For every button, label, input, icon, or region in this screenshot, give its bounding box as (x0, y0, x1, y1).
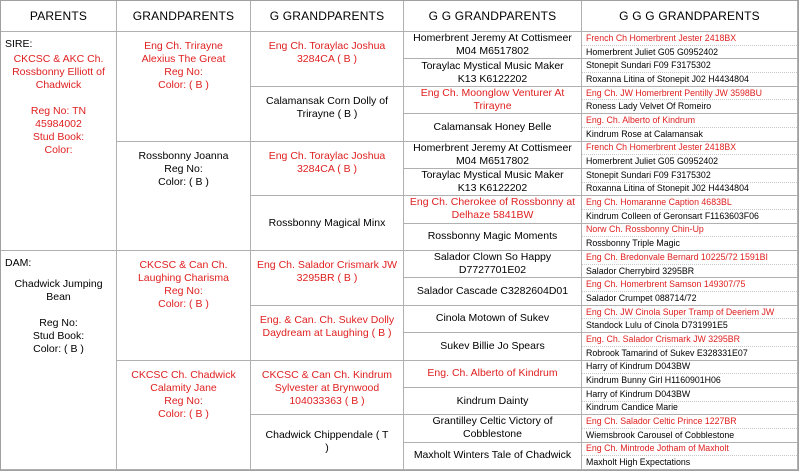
column-header: G G G GRANDPARENTS (582, 1, 798, 32)
gg-grandparent-cell (404, 224, 582, 251)
gg-grandparent-line: Eng Ch. Cherokee of Rossbonny at (409, 196, 576, 209)
gg-grandparent-name (413, 142, 572, 168)
ggg-grandparent-entry: Kindrum Bunny Girl H1160901H06 (586, 375, 721, 386)
gg-grandparent-line: Toraylac Mystical Music Maker (421, 169, 564, 182)
ggg-grandparent-entry: Roness Lady Velvet Of Romeiro (586, 101, 712, 112)
gg-grandparent-cell (404, 388, 582, 415)
ggg-grandparent-entry: Roxanna Litina of Stonepit J02 H4434804 (586, 73, 749, 84)
gg-grandparent-name (421, 169, 563, 195)
dam-cell (1, 251, 117, 470)
spacer (5, 304, 112, 317)
sire-details (5, 53, 112, 157)
ggg-grandparent-pair (582, 443, 798, 470)
grandparent-name: CKCSC Ch. Chadwick (131, 368, 236, 381)
gg-grandparent-line: Cobblestone (463, 428, 522, 441)
g-grandparent-name: 3295BR ( B ) (296, 272, 358, 284)
grandparent-name: Laughing Charisma (137, 272, 230, 284)
g-grandparent-name: Sylvester at Brynwood (274, 381, 380, 394)
g-grandparent-name: Daydream at Laughing ( B ) (262, 326, 392, 339)
g-grandparent-cell (251, 306, 404, 361)
ggg-grandparent-pair (582, 224, 798, 251)
dam-reg: Reg No: (39, 317, 78, 329)
gg-grandparent-name (434, 121, 552, 134)
g-grandparent-cell (251, 251, 404, 306)
g-grandparent-cell (251, 361, 404, 416)
gg-grandparent-cell (404, 251, 582, 278)
gg-grandparent-cell (404, 333, 582, 360)
grandparent-name: Eng Ch. Trirayne (144, 40, 223, 52)
ggg-grandparent-pair (582, 361, 798, 388)
ggg-grandparent-entry: Eng Ch. Homerbrent Samson 149307/75 (582, 278, 797, 292)
ggg-grandparent-entry: Eng. Ch. Alberto of Kindrum (582, 114, 797, 128)
g-grandparent-name: Eng Ch. Salador Crismark JW (256, 259, 398, 271)
grandparent-cell (117, 32, 251, 142)
g-grandparent-name: Calamansak Corn Dolly of (266, 94, 388, 107)
sire-cell (1, 32, 117, 251)
grandparent-cell (117, 142, 251, 252)
ggg-grandparent-pair (582, 142, 798, 169)
dam-name: Bean (46, 291, 71, 303)
sire-name: Chadwick (35, 79, 82, 91)
g-grandparent-name: Chadwick Chippendale ( T (265, 429, 389, 442)
spacer (5, 92, 112, 105)
dam-details (5, 278, 112, 356)
gg-grandparent-cell (404, 87, 582, 114)
gg-grandparent-line: Rossbonny Magic Moments (427, 230, 558, 243)
ggg-grandparent-pair (582, 251, 798, 278)
gg-grandparent-line: Trirayne (473, 99, 512, 112)
ggg-grandparent-pair (582, 59, 798, 86)
sire-name: CKCSC & AKC Ch. (13, 53, 104, 65)
grandparent-cell (117, 251, 251, 361)
ggg-grandparent-pair (582, 278, 798, 305)
gg-grandparent-name (421, 87, 565, 113)
ggg-grandparent-entry: Standock Lulu of Cinola D731991E5 (586, 320, 728, 331)
gg-grandparent-line: D7727701E02 (458, 264, 527, 277)
ggg-grandparent-pair (582, 169, 798, 196)
ggg-grandparent-entry: Kindrum Candice Marie (586, 402, 678, 413)
gg-grandparent-name (421, 60, 563, 86)
g-grandparent-name: 3284CA ( B ) (296, 162, 358, 175)
column-header: GRANDPARENTS (117, 1, 251, 32)
g-grandparent-name: Eng Ch. Toraylac Joshua (268, 40, 386, 52)
sire-reg: 45984002 (35, 118, 82, 130)
ggg-grandparent-entry: Eng Ch. Homaranne Caption 4683BL (582, 196, 797, 210)
g-grandparent-name: ) (325, 442, 329, 455)
gg-grandparent-line: Delhaze 5841BW (451, 209, 534, 222)
grandparent-color: Color: ( B ) (158, 175, 209, 188)
ggg-grandparent-pair (582, 196, 798, 223)
ggg-grandparent-pair (582, 388, 798, 415)
ggg-grandparent-entry: Eng Ch. JW Cinola Super Tramp of Deeriem JW (582, 306, 797, 320)
gg-grandparent-line: Salador Clown So Happy (433, 251, 552, 264)
dam-label: DAM: (5, 257, 32, 269)
gg-grandparent-cell (404, 142, 582, 169)
gg-grandparent-cell (404, 59, 582, 86)
gg-grandparent-cell (404, 278, 582, 305)
gg-grandparent-line: Eng Ch. Moonglow Venturer At (420, 86, 565, 99)
g-grandparent-name: Eng. & Can. Ch. Sukev Dolly (259, 313, 395, 326)
gg-grandparent-name (457, 395, 529, 408)
ggg-grandparent-entry: Norw Ch. Rossbonny Chin-Up (582, 224, 797, 238)
ggg-grandparent-entry: Eng Ch. Mintrode Jotham of Maxholt (582, 443, 797, 457)
sire-reg: Reg No: TN (30, 105, 87, 117)
g-grandparent-cell (251, 196, 404, 251)
g-grandparent-cell (251, 32, 404, 87)
ggg-grandparent-entry: Eng Ch. Bredonvale Bernard 10225/72 1591BI (582, 251, 797, 265)
gg-grandparent-line: Grantilley Celtic Victory of (432, 415, 553, 428)
gg-grandparent-cell (404, 114, 582, 141)
column-header: PARENTS (1, 1, 117, 32)
ggg-grandparent-pair (582, 32, 798, 59)
ggg-grandparent-entry: Homerbrent Juliet G05 G0952402 (586, 156, 719, 167)
ggg-grandparent-entry: Salador Cherrybird 3295BR (586, 265, 695, 276)
gg-grandparent-name (427, 367, 557, 380)
gg-grandparent-name (417, 285, 568, 298)
ggg-grandparent-entry: Kindrum Colleen of Geronsart F1163603F06 (586, 210, 759, 221)
sire-label: SIRE: (5, 38, 33, 50)
gg-grandparent-line: K13 K6122202 (457, 182, 528, 195)
gg-grandparent-line: Cinola Motown of Sukev (435, 312, 550, 325)
g-grandparent-cell (251, 415, 404, 470)
column-header: G G GRANDPARENTS (404, 1, 582, 32)
gg-grandparent-name (414, 449, 571, 462)
gg-grandparent-cell (404, 196, 582, 223)
gg-grandparent-name (440, 340, 544, 353)
gg-grandparent-cell (404, 32, 582, 59)
ggg-grandparent-pair (582, 306, 798, 333)
gg-grandparent-name (413, 32, 572, 58)
gg-grandparent-line: M04 M6517802 (456, 154, 529, 167)
sire-stud-book: Stud Book: (32, 131, 85, 143)
ggg-grandparent-pair (582, 114, 798, 141)
gg-grandparent-line: Calamansak Honey Belle (433, 120, 552, 133)
grandparent-name: Alexius The Great (141, 53, 226, 65)
grandparent-reg: Reg No: (164, 285, 203, 297)
ggg-grandparent-entry: Eng Ch. Salador Celtic Prince 1227BR (582, 415, 797, 429)
gg-grandparent-cell (404, 169, 582, 196)
ggg-grandparent-entry: Stonepit Sundari F09 F3175302 (582, 169, 797, 183)
gg-grandparent-line: K13 K6122202 (457, 72, 528, 85)
grandparent-reg: Reg No: (164, 394, 203, 407)
gg-grandparent-line: Kindrum Dainty (456, 394, 529, 407)
gg-grandparent-line: Sukev Billie Jo Spears (440, 339, 545, 352)
ggg-grandparent-entry: Homerbrent Juliet G05 G0952402 (586, 46, 719, 57)
gg-grandparent-name (410, 196, 575, 222)
ggg-grandparent-entry: French Ch Homerbrent Jester 2418BX (582, 32, 797, 46)
pedigree-table (1, 1, 798, 470)
ggg-grandparent-entry: Harry of Kindrum D043BW (582, 388, 797, 402)
dam-name: Chadwick Jumping (14, 278, 103, 290)
ggg-grandparent-entry: Stonepit Sundari F09 F3175302 (582, 59, 797, 73)
grandparent-color: Color: ( B ) (158, 407, 209, 420)
ggg-grandparent-entry: Harry of Kindrum D043BW (582, 361, 797, 375)
g-grandparent-name: 104033363 ( B ) (289, 394, 365, 407)
ggg-grandparent-entry: Wiemsbrook Carousel of Cobblestone (586, 429, 735, 440)
gg-grandparent-name (428, 230, 558, 243)
grandparent-reg: Reg No: (164, 66, 203, 78)
gg-grandparent-name (432, 415, 552, 441)
gg-grandparent-cell (404, 415, 582, 442)
ggg-grandparent-entry: Rossbonny Triple Magic (586, 238, 680, 249)
ggg-grandparent-pair (582, 87, 798, 114)
gg-grandparent-cell (404, 443, 582, 470)
g-grandparent-name: Eng Ch. Toraylac Joshua (268, 149, 386, 162)
dam-color: Color: ( B ) (33, 343, 84, 355)
ggg-grandparent-entry: Salador Crumpet 088714/72 (586, 292, 697, 303)
gg-grandparent-line: Salador Cascade C3282604D01 (416, 285, 569, 298)
sire-color: Color: (44, 144, 73, 156)
ggg-grandparent-entry: Roxanna Litina of Stonepit J02 H4434804 (586, 183, 749, 194)
grandparent-name: Rossbonny Joanna (138, 149, 229, 162)
g-grandparent-name: Trirayne ( B ) (296, 107, 358, 120)
column-header: G GRANDPARENTS (251, 1, 404, 32)
g-grandparent-name: Rossbonny Magical Minx (268, 216, 386, 229)
g-grandparent-cell (251, 87, 404, 142)
ggg-grandparent-entry: French Ch Homerbrent Jester 2418BX (582, 142, 797, 156)
sire-name: Rossbonny Elliott of (12, 66, 105, 78)
g-grandparent-name: 3284CA ( B ) (296, 53, 358, 65)
ggg-grandparent-entry: Maxholt High Expectations (586, 457, 691, 468)
grandparent-reg: Reg No: (164, 162, 203, 175)
gg-grandparent-line: M04 M6517802 (456, 45, 529, 58)
dam-stud-book: Stud Book: (32, 330, 85, 342)
gg-grandparent-cell (404, 361, 582, 388)
g-grandparent-name: CKCSC & Can Ch. Kindrum (261, 368, 393, 381)
gg-grandparent-line: Homerbrent Jeremy At Cottismeer (413, 32, 572, 45)
grandparent-color: Color: ( B ) (158, 79, 209, 91)
ggg-grandparent-entry: Kindrum Rose at Calamansak (586, 128, 703, 139)
grandparent-color: Color: ( B ) (158, 298, 209, 310)
grandparent-name: Calamity Jane (150, 381, 217, 394)
gg-grandparent-line: Toraylac Mystical Music Maker (421, 59, 564, 72)
ggg-grandparent-entry: Eng Ch. JW Homerbrent Pentilly JW 3598BU (582, 87, 797, 101)
grandparent-cell (117, 361, 251, 471)
ggg-grandparent-entry: Robrook Tamarind of Sukev E328331E07 (586, 347, 748, 358)
gg-grandparent-line: Homerbrent Jeremy At Cottismeer (413, 141, 572, 154)
gg-grandparent-name (434, 251, 551, 277)
gg-grandparent-name (436, 312, 549, 325)
gg-grandparent-cell (404, 306, 582, 333)
ggg-grandparent-entry: Eng. Ch. Salador Crismark JW 3295BR (582, 333, 797, 347)
gg-grandparent-line: Maxholt Winters Tale of Chadwick (413, 449, 572, 462)
gg-grandparent-line: Eng. Ch. Alberto of Kindrum (427, 367, 558, 380)
g-grandparent-cell (251, 142, 404, 197)
ggg-grandparent-pair (582, 415, 798, 442)
ggg-grandparent-pair (582, 333, 798, 360)
grandparent-name: CKCSC & Can Ch. (139, 259, 228, 271)
